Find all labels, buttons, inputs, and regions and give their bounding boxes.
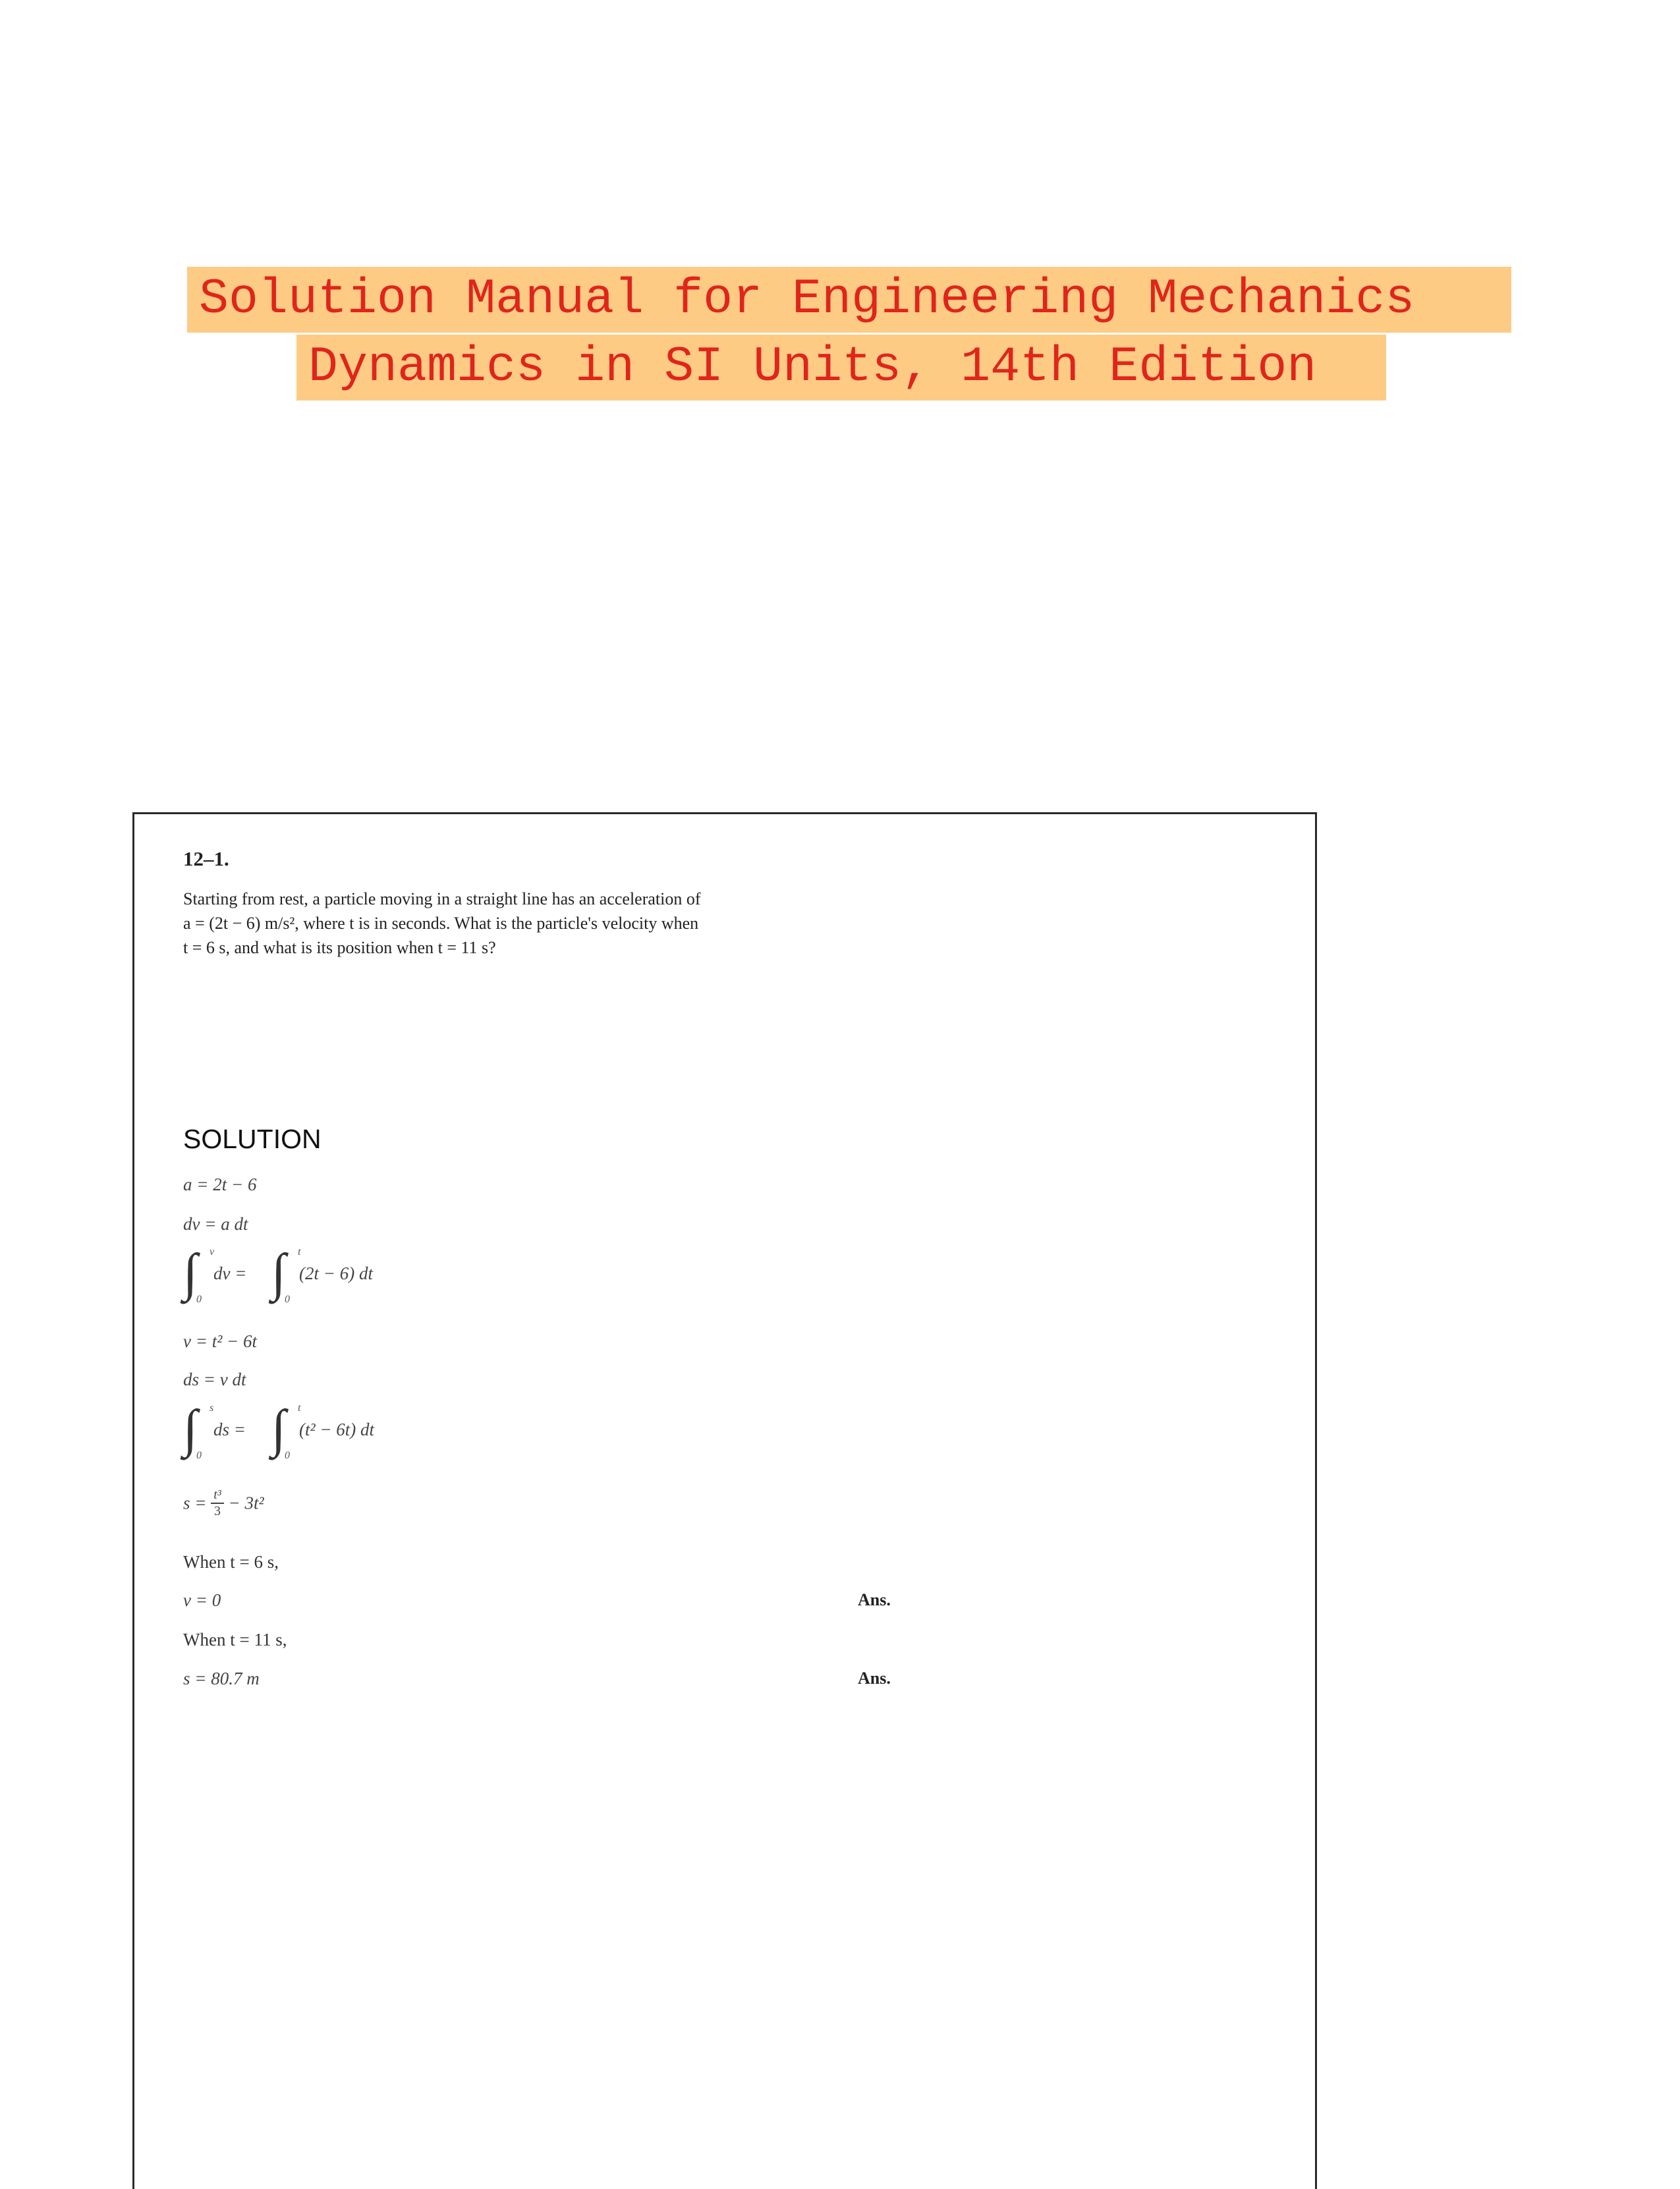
fraction: [211, 1487, 224, 1519]
solution-heading: SOLUTION: [183, 1124, 322, 1154]
equation-position: [183, 1487, 264, 1534]
integral-left: ds =: [213, 1420, 246, 1439]
integral-velocity: [183, 1246, 447, 1312]
lower-limit: 0: [196, 1450, 202, 1461]
equation-acceleration: a = 2t − 6: [183, 1175, 257, 1194]
upper-limit: t: [298, 1402, 301, 1414]
integral-right: (t² − 6t) dt: [299, 1420, 375, 1439]
solution-page: [132, 812, 1317, 2189]
problem-number: 12–1.: [183, 847, 229, 870]
integral-sign-icon: ∫: [271, 1244, 286, 1302]
condition-t11: When t = 11 s,: [183, 1630, 287, 1649]
answer-label: Ans.: [858, 1590, 891, 1609]
lower-limit: 0: [285, 1450, 290, 1461]
upper-limit: t: [298, 1246, 301, 1258]
position-prefix: s =: [183, 1493, 207, 1513]
lower-limit: 0: [285, 1294, 290, 1305]
integral-left: dv =: [213, 1263, 247, 1283]
condition-t6: When t = 6 s,: [183, 1552, 279, 1572]
position-suffix: − 3t²: [228, 1493, 264, 1513]
result-position: s = 80.7 m: [183, 1669, 260, 1688]
title-line-1: Solution Manual for Engineering Mechanics: [187, 267, 1511, 333]
fraction-denominator: 3: [214, 1504, 221, 1518]
problem-statement: Starting from rest, a particle moving in a straight line has an acceleration of a = (2t − 6) m/s², where t is in seconds. What is the particle's velocity when t = 6 s, and what is its position when t = 11 s?: [183, 889, 701, 957]
integral-sign-icon: ∫: [183, 1244, 198, 1302]
equation-dv: dv = a dt: [183, 1214, 248, 1234]
fraction-numerator: t³: [211, 1487, 224, 1504]
equation-velocity: v = t² − 6t: [183, 1331, 258, 1351]
result-velocity: v = 0: [183, 1590, 221, 1610]
integral-sign-icon: ∫: [183, 1400, 198, 1458]
answer-label: Ans.: [858, 1669, 891, 1688]
upper-limit: v: [210, 1246, 215, 1258]
integral-position: [183, 1402, 447, 1468]
upper-limit: s: [210, 1402, 214, 1414]
equation-ds: ds = v dt: [183, 1370, 246, 1389]
lower-limit: 0: [196, 1294, 202, 1305]
integral-right: (2t − 6) dt: [299, 1263, 373, 1283]
integral-sign-icon: ∫: [271, 1400, 286, 1458]
title-line-2: Dynamics in SI Units, 14th Edition: [296, 335, 1386, 401]
